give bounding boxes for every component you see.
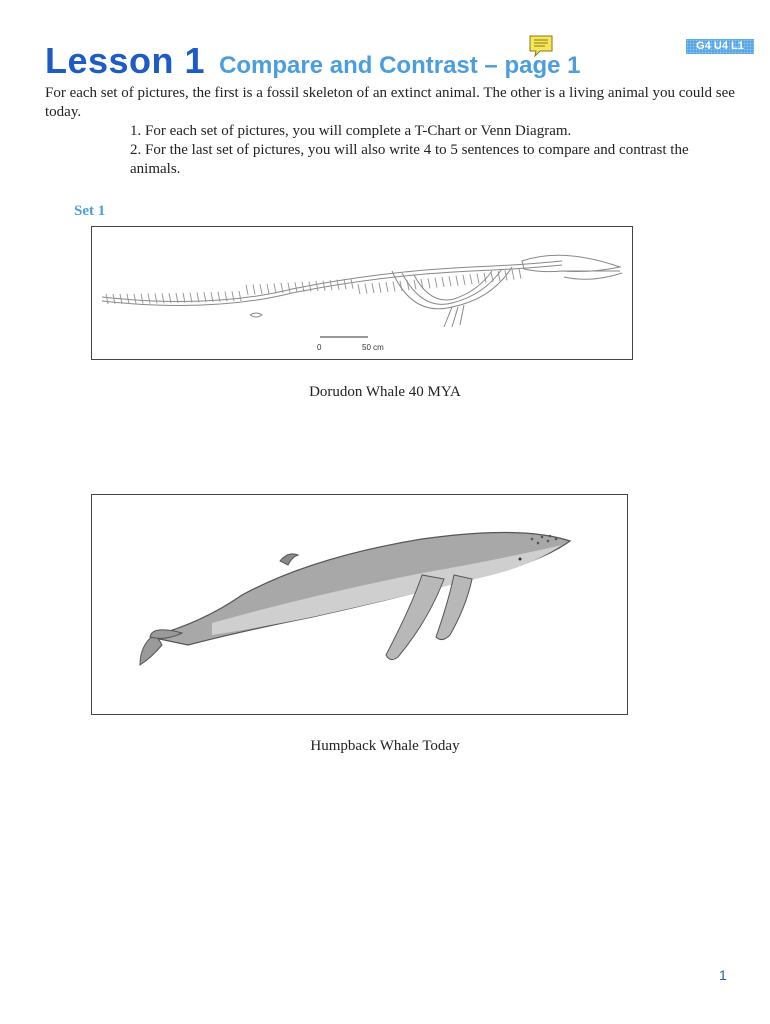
fossil-skeleton-frame bbox=[91, 226, 633, 360]
title-lesson: Lesson 1 bbox=[45, 40, 206, 81]
instruction-item: 1. For each set of pictures, you will complete a T-Chart or Venn Diagram. bbox=[130, 123, 572, 139]
humpback-whale-illustration bbox=[92, 495, 627, 714]
fossil-caption: Dorudon Whale 40 MYA bbox=[309, 384, 461, 400]
title-subtitle: Compare and Contrast – page 1 bbox=[219, 52, 581, 79]
instructions-list bbox=[130, 122, 730, 179]
lesson-code-badge: G4 U4 L1 bbox=[686, 39, 754, 54]
page-number: 1 bbox=[719, 967, 727, 983]
dorudon-skeleton-illustration bbox=[92, 227, 632, 359]
humpback-caption: Humpback Whale Today bbox=[310, 738, 460, 754]
scale-end: 50 cm bbox=[362, 343, 384, 352]
page-title bbox=[45, 40, 580, 82]
instruction-item: 2. For the last set of pictures, you will also write 4 to 5 sentences to compare and contrast the animals. bbox=[130, 142, 689, 177]
set-label: Set 1 bbox=[74, 203, 106, 219]
humpback-image-frame bbox=[91, 494, 628, 715]
intro-paragraph: For each set of pictures, the first is a fossil skeleton of an extinct animal. The other is a living animal you could see today. bbox=[45, 85, 735, 120]
scale-start: 0 bbox=[317, 343, 322, 352]
